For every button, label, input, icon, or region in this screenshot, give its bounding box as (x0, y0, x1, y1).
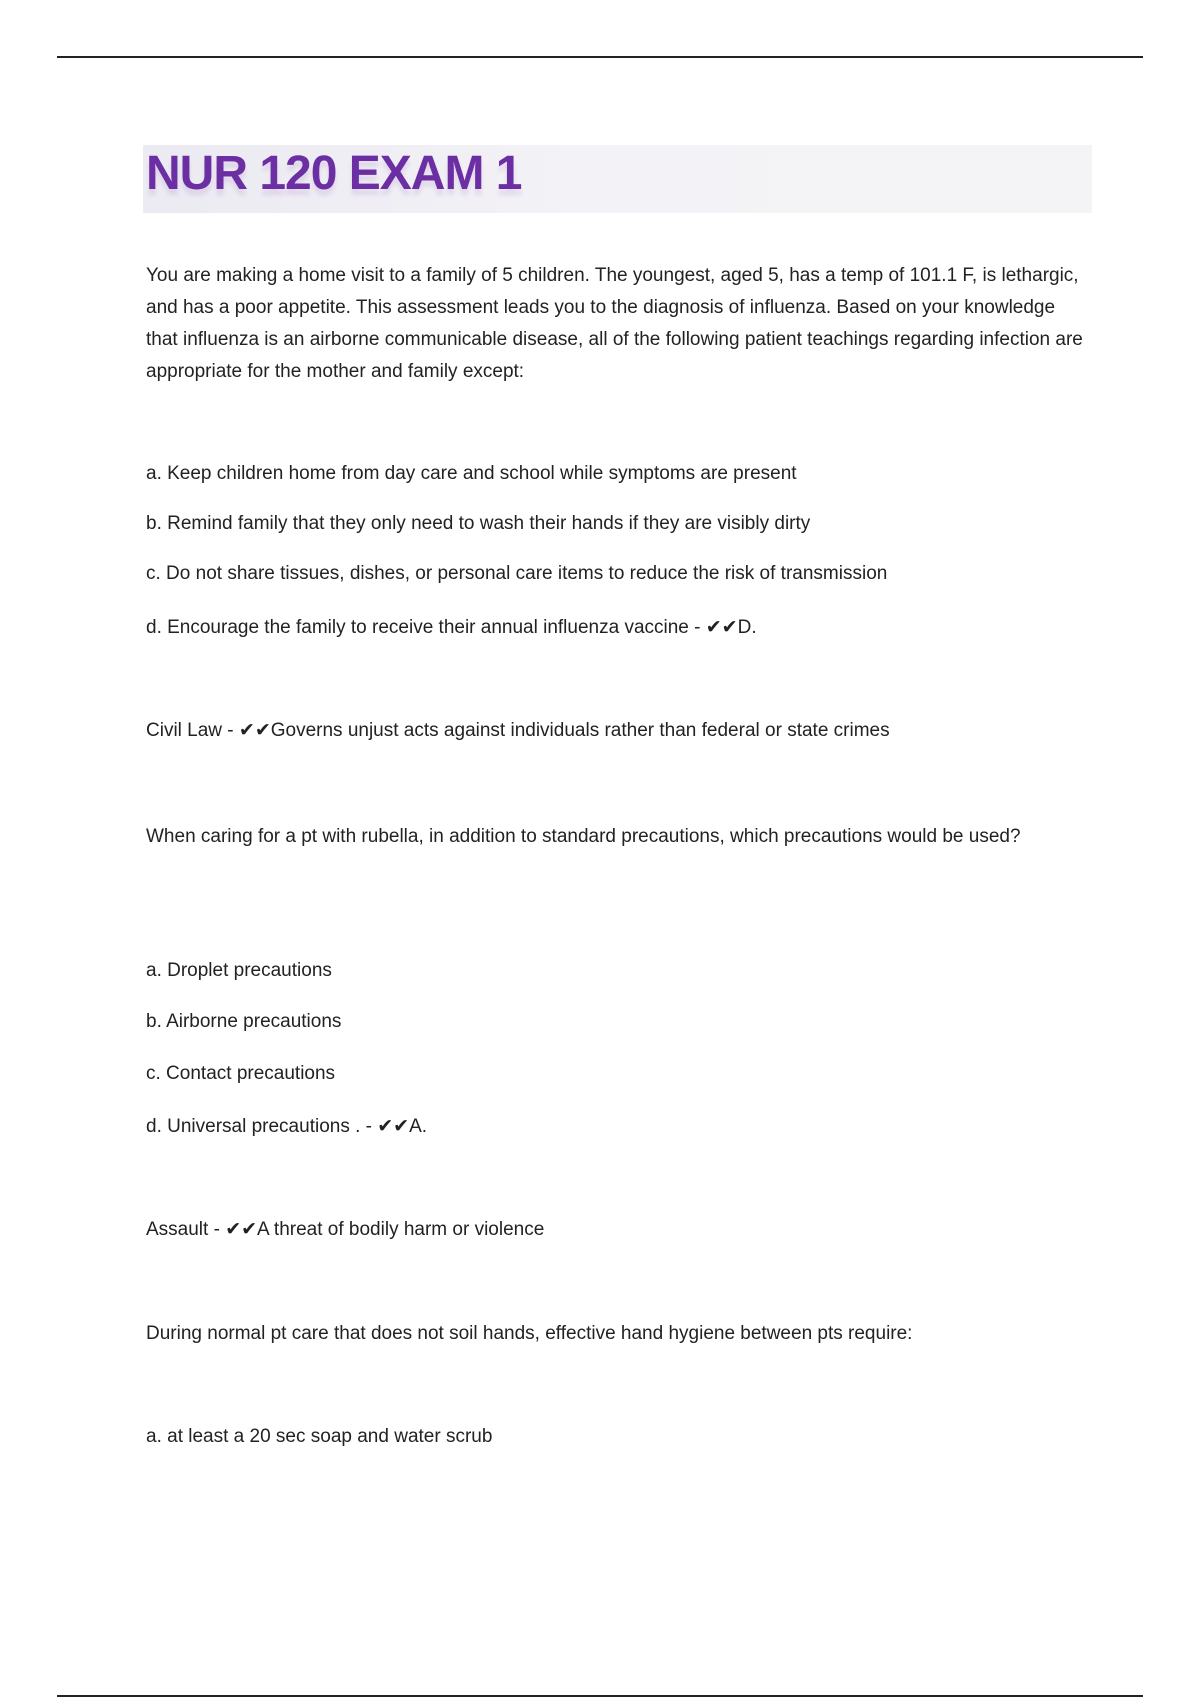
top-rule (57, 56, 1143, 58)
question-1-text: You are making a home visit to a family of 5 children. The youngest, aged 5, has a temp of 101.1 F, is lethargic, and has a poor appetite. This assessment leads you to the diagnosis of influenza. Based on your knowledge that influenza is an airborne communicable disease, all of the following patient teachings regarding infection are appropriate for the mother and family except: (146, 265, 1083, 382)
assault-definition: Assault - ✔✔A threat of bodily harm or violence (146, 1219, 545, 1240)
question-2-option-a: a. Droplet precautions (146, 960, 332, 981)
question-1-option-c: c. Do not share tissues, dishes, or personal care items to reduce the risk of transmission (146, 563, 888, 584)
question-3-option-a: a. at least a 20 sec soap and water scrub (146, 1426, 493, 1447)
question-2-option-c: c. Contact precautions (146, 1063, 336, 1084)
bottom-rule (57, 1695, 1143, 1697)
civil-law-definition: Civil Law - ✔✔Governs unjust acts against individuals rather than federal or state crimes (146, 720, 890, 741)
question-2-option-d: d. Universal precautions . - ✔✔A. (146, 1116, 428, 1137)
question-1-option-d: d. Encourage the family to receive their annual influenza vaccine - ✔✔D. (146, 617, 757, 638)
question-2-text: When caring for a pt with rubella, in addition to standard precautions, which precautions would be used? (146, 826, 1021, 847)
question-3-text: During normal pt care that does not soil hands, effective hand hygiene between pts require: (146, 1323, 913, 1344)
question-1-option-a: a. Keep children home from day care and school while symptoms are present (146, 463, 797, 484)
question-2-option-b: b. Airborne precautions (146, 1011, 342, 1032)
page-title: NUR 120 EXAM 1 (146, 147, 522, 200)
question-1-option-b: b. Remind family that they only need to wash their hands if they are visibly dirty (146, 513, 811, 534)
